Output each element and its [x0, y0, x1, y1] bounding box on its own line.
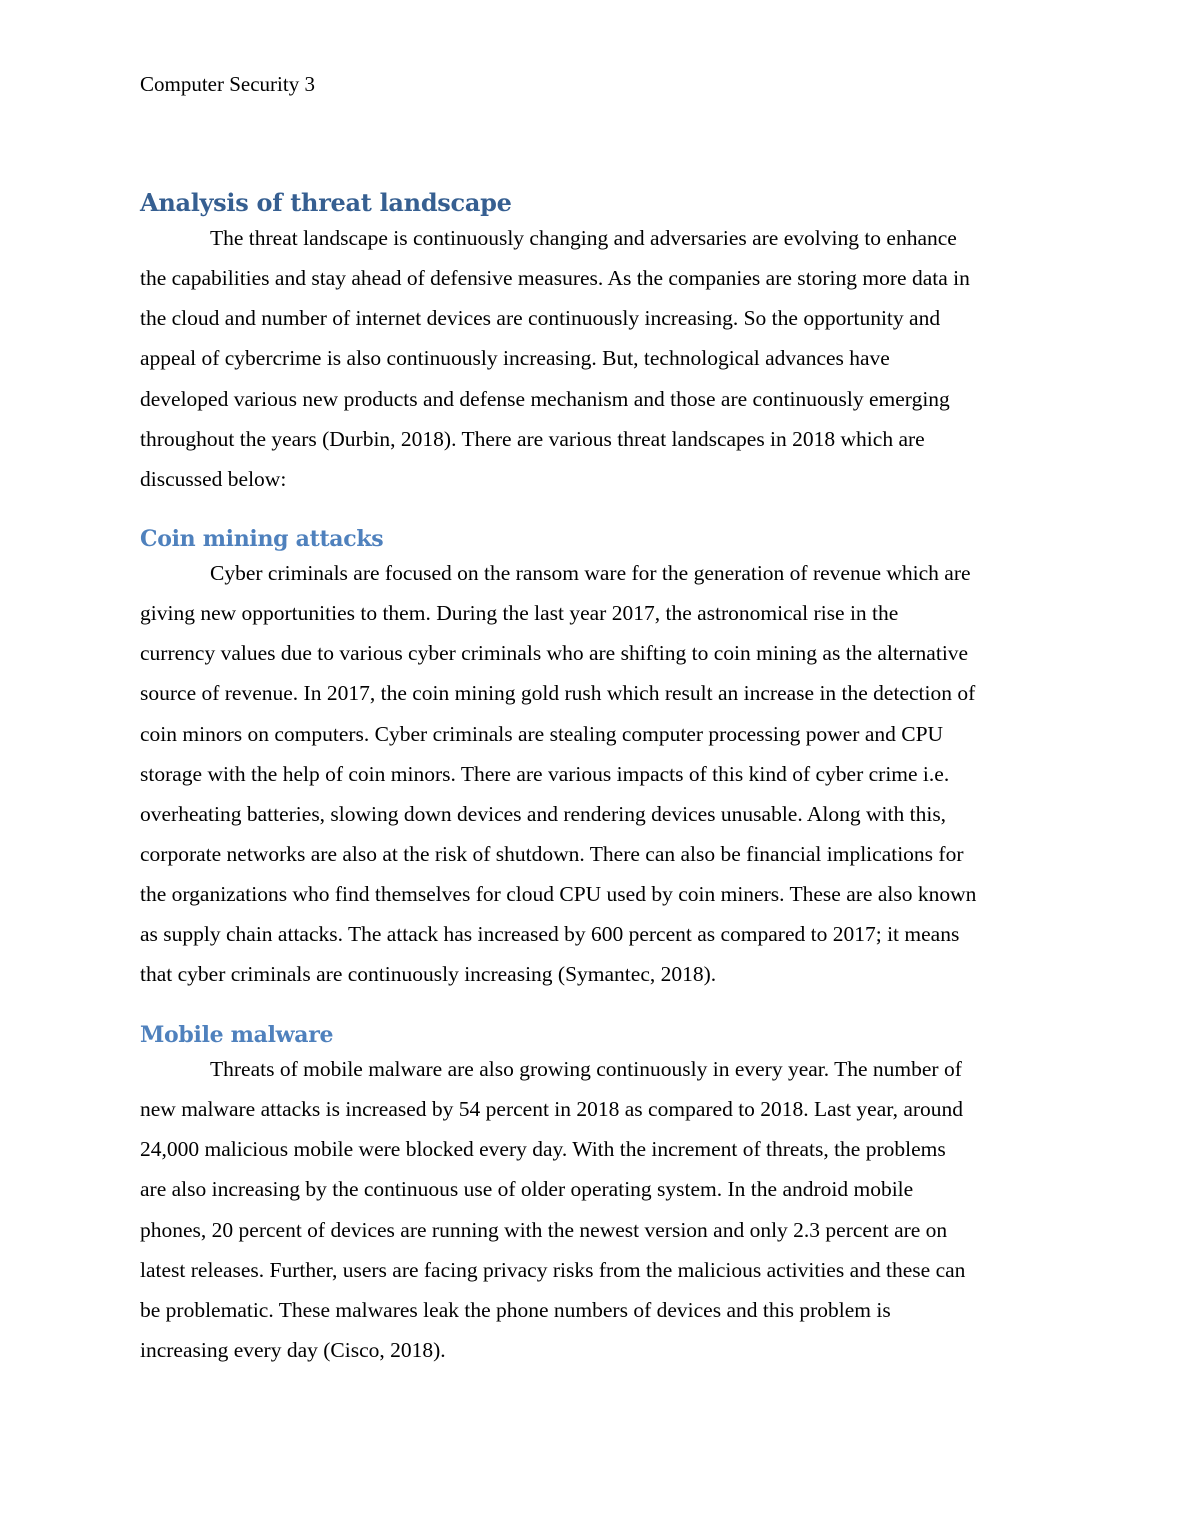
- paragraph-line: Threats of mobile malware are also growing continuously in every year. The number of: [210, 1057, 962, 1081]
- section-heading-threat-landscape: Analysis of threat landscape: [140, 188, 512, 217]
- paragraph-line: giving new opportunities to them. During the last year 2017, the astronomical rise in the: [140, 601, 899, 626]
- running-header: Computer Security 3: [140, 72, 315, 96]
- paragraph-line: currency values due to various cyber criminals who are shifting to coin mining as the alternative: [140, 641, 969, 666]
- paragraph-line: the capabilities and stay ahead of defensive measures. As the companies are storing more data in: [140, 266, 970, 291]
- paragraph-line: discussed below:: [140, 466, 287, 491]
- paragraph-coin-mining: [140, 553, 1050, 995]
- paragraph-line: overheating batteries, slowing down devices and rendering devices unusable. Along with this,: [140, 801, 947, 826]
- paragraph-threat-landscape: [140, 218, 1050, 499]
- paragraph-line: increasing every day (Cisco, 2018).: [140, 1337, 446, 1362]
- paragraph-line: new malware attacks is increased by 54 percent in 2018 as compared to 2018. Last year, around: [140, 1097, 964, 1122]
- paragraph-mobile-malware: [140, 1049, 1050, 1370]
- section-heading-mobile-malware: Mobile malware: [140, 1022, 334, 1048]
- paragraph-line: source of revenue. In 2017, the coin mining gold rush which result an increase in the detection of: [140, 681, 976, 706]
- paragraph-line: the organizations who find themselves for cloud CPU used by coin miners. These are also known: [140, 882, 977, 907]
- paragraph-line: appeal of cybercrime is also continuously increasing. But, technological advances have: [140, 346, 890, 371]
- paragraph-line: that cyber criminals are continuously increasing (Symantec, 2018).: [140, 962, 717, 987]
- paragraph-line: 24,000 malicious mobile were blocked every day. With the increment of threats, the problems: [140, 1137, 946, 1162]
- paragraph-line: are also increasing by the continuous use of older operating system. In the android mobile: [140, 1177, 914, 1202]
- paragraph-line: Cyber criminals are focused on the ransom ware for the generation of revenue which are: [210, 561, 971, 585]
- paragraph-line: throughout the years (Durbin, 2018). There are various threat landscapes in 2018 which are: [140, 426, 925, 451]
- paragraph-line: phones, 20 percent of devices are running with the newest version and only 2.3 percent are on: [140, 1217, 948, 1242]
- paragraph-line: latest releases. Further, users are facing privacy risks from the malicious activities and these can: [140, 1257, 966, 1282]
- paragraph-line: developed various new products and defense mechanism and those are continuously emerging: [140, 386, 950, 411]
- paragraph-line: as supply chain attacks. The attack has increased by 600 percent as compared to 2017; it means: [140, 922, 960, 947]
- paragraph-line: be problematic. These malwares leak the phone numbers of devices and this problem is: [140, 1297, 891, 1322]
- section-heading-coin-mining: Coin mining attacks: [140, 526, 384, 552]
- paragraph-line: the cloud and number of internet devices are continuously increasing. So the opportunity and: [140, 306, 941, 331]
- paragraph-line: corporate networks are also at the risk of shutdown. There can also be financial implications for: [140, 841, 964, 866]
- paragraph-line: coin minors on computers. Cyber criminals are stealing computer processing power and CPU: [140, 721, 944, 746]
- paragraph-line: storage with the help of coin minors. There are various impacts of this kind of cyber crime i.e.: [140, 761, 950, 786]
- paragraph-line: The threat landscape is continuously changing and adversaries are evolving to enhance: [210, 226, 957, 250]
